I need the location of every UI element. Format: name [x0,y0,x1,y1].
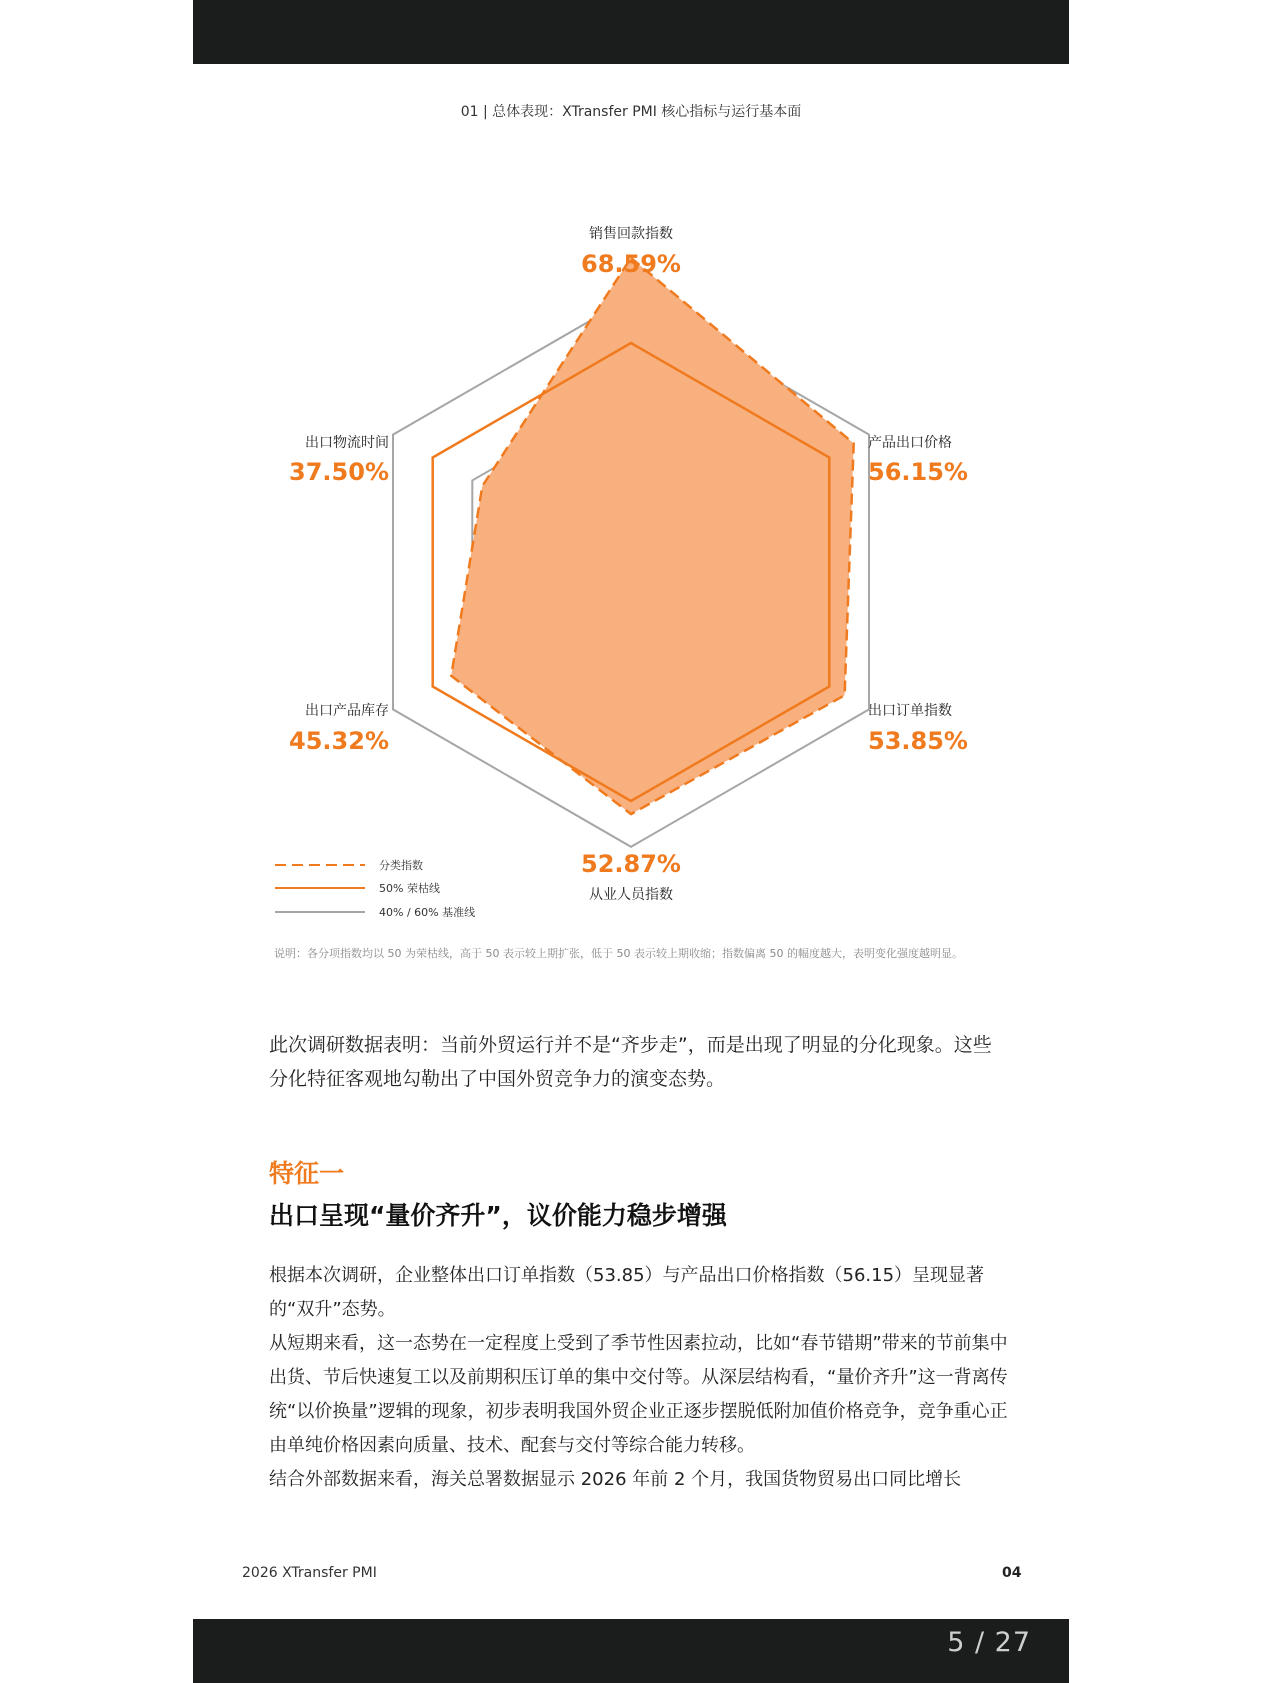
legend-label: 分类指数 [379,859,423,872]
feature-title: 出口呈现“量价齐升”，议价能力稳步增强 [269,1201,727,1230]
page-counter: 5 / 27 [947,1627,1031,1658]
footer-report-name: 2026 XTransfer PMI [242,1565,377,1581]
legend-label: 50% 荣枯线 [379,882,440,895]
radar-series [433,258,854,814]
section-header: 01 | 总体表现：XTransfer PMI 核心指标与运行基本面 [460,104,802,120]
axis-value-label: 56.15% [868,458,968,486]
axis-label: 产品出口价格 [868,435,952,451]
footer-page-number: 04 [1002,1565,1022,1581]
axis-value-label: 53.85% [868,727,968,755]
axis-label: 销售回款指数 [589,226,673,242]
axis-value-label: 52.87% [581,850,681,878]
body-paragraph: 从短期来看，这一态势在一定程度上受到了季节性因素拉动，比如“春节错期”带来的节前集中出货、节后快速复工以及前期积压订单的集中交付等。从深层结构看，“量价齐升”这一背离传统“以价换量”逻辑的现象，初步表明我国外贸企业正逐步摆脱低附加值价格竞争，竞争重心正由单纯价格因素向质量、技术、配套与交付等综合能力转移。 [269,1333,1008,1456]
axis-label: 从业人员指数 [589,887,673,903]
intro-paragraph: 此次调研数据表明：当前外贸运行并不是“齐步走”，而是出现了明显的分化现象。这些分化特征客观地勾勒出了中国外贸竞争力的演变态势。 [269,1034,992,1090]
axis-label: 出口产品库存 [305,703,389,719]
axis-value-label: 45.32% [289,727,389,755]
axis-value-label: 37.50% [289,458,389,486]
axis-label: 出口订单指数 [868,703,952,719]
viewer-bottom-bar [193,1619,1069,1683]
legend-label: 40% / 60% 基准线 [379,906,476,919]
body-paragraph: 根据本次调研，企业整体出口订单指数（53.85）与产品出口价格指数（56.15）呈现显著的“双升”态势。 [269,1265,985,1320]
chart-note: 说明：各分项指数均以 50 为荣枯线，高于 50 表示较上期扩张，低于 50 表示较上期收缩；指数偏离 50 的幅度越大，表明变化强度越明显。 [274,947,963,960]
feature-body [269,1259,1011,1497]
chart-legend [275,858,475,919]
feature-label: 特征一 [269,1159,345,1188]
axis-value-label: 68.59% [581,250,681,278]
radar-chart [193,200,1069,930]
body-paragraph: 结合外部数据来看，海关总署数据显示 2026 年前 2 个月，我国货物贸易出口同比增长 [269,1469,962,1490]
axis-label: 出口物流时间 [305,435,389,451]
viewer-top-bar [193,0,1069,64]
